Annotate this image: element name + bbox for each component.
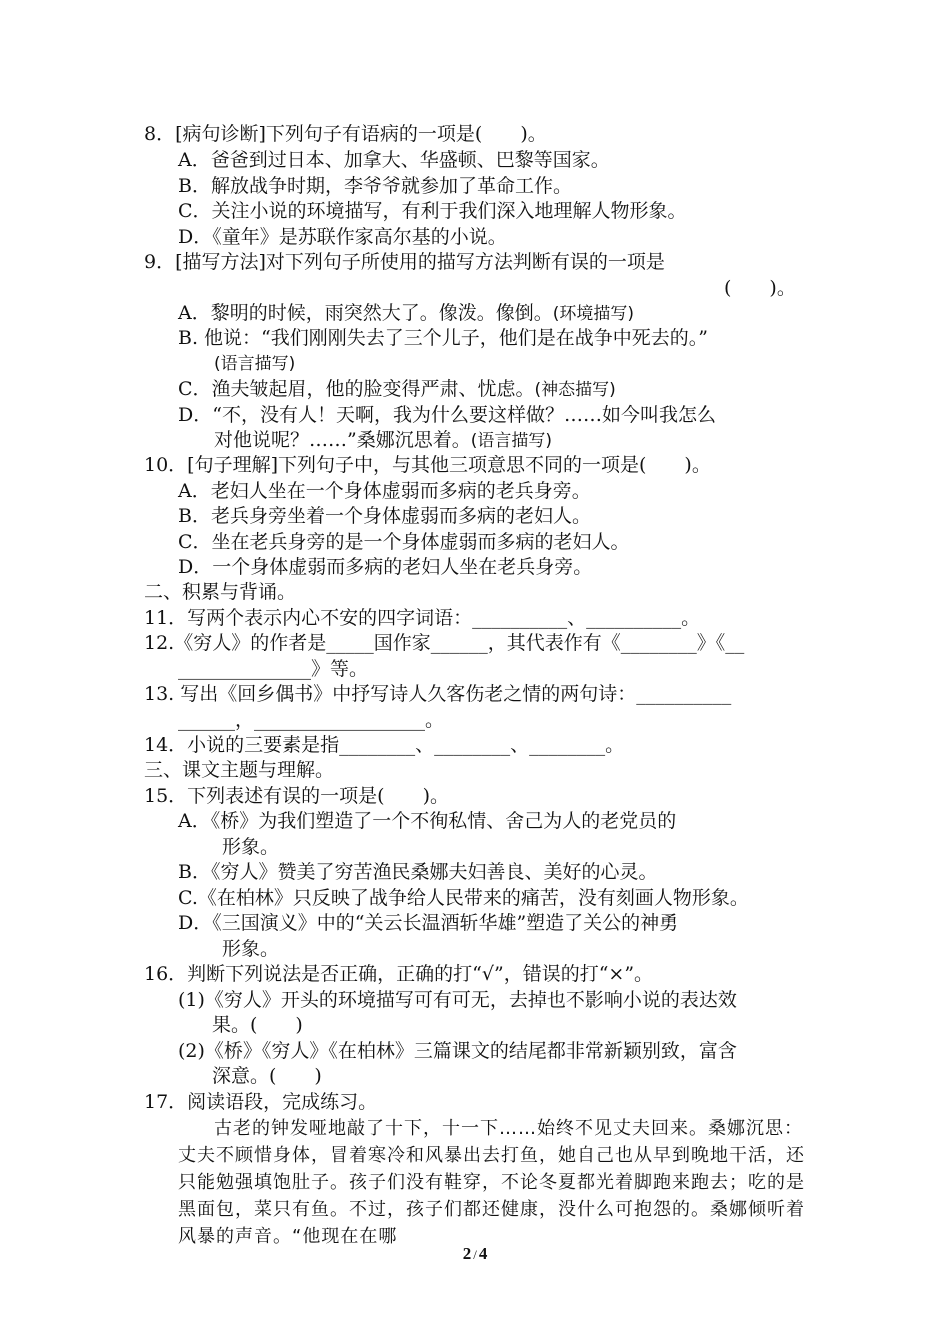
q9-stem: 9．[描写方法]对下列句子所使用的描写方法判断有误的一项是 [144, 251, 665, 273]
q14: 14．小说的三要素是指________、________、________。 [144, 734, 625, 756]
section-3-heading: 三、课文主题与理解。 [144, 759, 335, 781]
q10-option-d: D．一个身体虚弱而多病的老妇人坐在老兵身旁。 [178, 556, 593, 578]
q10-option-c: C．坐在老兵身旁的是一个身体虚弱而多病的老妇人。 [178, 531, 630, 553]
q15-option-d: D．《三国演义》中的“关云长温酒斩华雄”塑造了关公的神勇 [178, 912, 679, 934]
q9-option-b-tag: (语言描写) [214, 354, 296, 374]
page-total: 4 [478, 1244, 488, 1263]
q9-option-c-tag: (神态描写) [534, 380, 616, 400]
q12-line2: ______________》等。 [178, 658, 369, 680]
page-number [0, 1244, 950, 1264]
q10-stem: 10．[句子理解]下列句子中，与其他三项意思不同的一项是( )。 [144, 454, 711, 476]
q15-option-c: C.《在柏林》只反映了战争给人民带来的痛苦，没有刻画人物形象。 [178, 887, 749, 909]
q10-option-a: A．老妇人坐在一个身体虚弱而多病的老兵身旁。 [178, 480, 591, 502]
q9-option-a-text: A．黎明的时候，雨突然大了。像泼。像倒。 [178, 302, 553, 324]
q12-line1: 12.《穷人》的作者是_____国作家______，其代表作有《________》《__ [144, 632, 745, 654]
q9-option-b: B. 他说：“我们刚刚失去了三个儿子，他们是在战争中死去的。” [178, 327, 708, 349]
q13-line1: 13. 写出《回乡偶书》中抒写诗人久客伤老之情的两句诗：__________ [144, 683, 732, 705]
q15-option-d-cont: 形象。 [222, 938, 280, 960]
page-separator: / [473, 1247, 477, 1262]
q15-option-a: A．《桥》为我们塑造了一个不徇私情、舍己为人的老党员的 [178, 810, 677, 832]
q9-answer-paren: ( )。 [724, 277, 796, 299]
q11: 11．写两个表示内心不安的四字词语：__________、__________。 [144, 607, 701, 629]
q9-option-d-text: 对他说呢？……”桑娜沉思着。 [214, 429, 471, 451]
q13-line2: ______，__________________。 [178, 709, 445, 731]
q8-option-a: A．爸爸到过日本、加拿大、华盛顿、巴黎等国家。 [178, 149, 610, 171]
q8-option-b: B．解放战争时期，李爷爷就参加了革命工作。 [178, 175, 572, 197]
q9-option-d-cont [214, 427, 552, 454]
section-2-heading: 二、积累与背诵。 [144, 581, 297, 603]
q15-stem: 15．下列表述有误的一项是( )。 [144, 785, 450, 807]
q16-item1: (1)《穷人》开头的环境描写可有可无，去掉也不影响小说的表达效 [178, 989, 737, 1011]
q17-passage-text: 古老的钟发哑地敲了十下，十一下……始终不见丈夫回来。桑娜沉思：丈夫不顾惜身体，冒着寒冷和风暴出去打鱼，她自己也从早到晚地干活，还只能勉强填饱肚子。孩子们没有鞋穿，不论冬夏都光着脚跑来跑去；吃的是黑面包，菜只有鱼。不过，孩子们都还健康，没什么可抱怨的。桑娜倾听着风暴的声音。“他现在在哪 [178, 1118, 805, 1247]
q8-stem: 8．[病句诊断]下列句子有语病的一项是( )。 [144, 123, 547, 145]
q16-item2-cont: 深意。( ) [212, 1065, 322, 1087]
q9-option-a [178, 300, 634, 327]
q16-item2: (2)《桥》《穷人》《在柏林》三篇课文的结尾都非常新颖别致，富含 [178, 1040, 737, 1062]
q9-option-c [178, 376, 616, 403]
page-current: 2 [462, 1244, 472, 1263]
q9-option-c-text: C．渔夫皱起眉，他的脸变得严肃、忧虑。 [178, 378, 535, 400]
q15-option-a-cont: 形象。 [222, 836, 280, 858]
q8-option-d: D．《童年》是苏联作家高尔基的小说。 [178, 226, 507, 248]
q9-option-a-tag: (环境描写) [552, 304, 634, 324]
q16-item1-cont: 果。( ) [212, 1014, 303, 1036]
q15-option-b: B．《穷人》赞美了穷苦渔民桑娜夫妇善良、美好的心灵。 [178, 861, 658, 883]
q16-stem: 16．判断下列说法是否正确，正确的打“√”，错误的打“×”。 [144, 963, 654, 985]
q8-option-c: C．关注小说的环境描写，有利于我们深入地理解人物形象。 [178, 200, 687, 222]
q9-option-d: D．“不，没有人！天啊，我为什么要这样做？……如今叫我怎么 [178, 404, 716, 426]
q17-stem: 17．阅读语段，完成练习。 [144, 1091, 378, 1113]
q9-option-d-tag: (语言描写) [470, 431, 552, 451]
q10-option-b: B．老兵身旁坐着一个身体虚弱而多病的老妇人。 [178, 505, 591, 527]
q17-passage [178, 1115, 814, 1250]
